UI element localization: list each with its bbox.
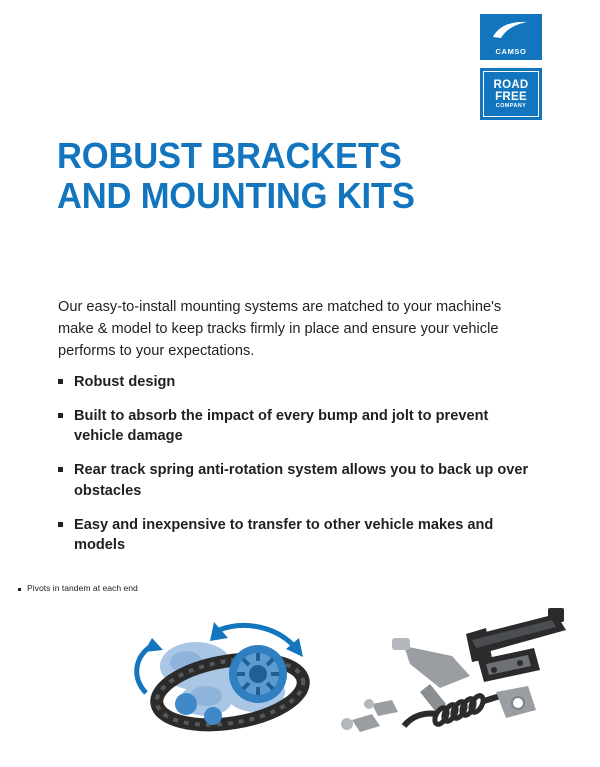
page-title bbox=[57, 136, 527, 217]
logo-stack bbox=[480, 14, 542, 120]
square-bullet-icon bbox=[58, 413, 63, 418]
list-item-label: Built to absorb the impact of every bump and jolt to prevent vehicle damage bbox=[74, 407, 489, 445]
camso-logo bbox=[480, 14, 542, 60]
sprocket-wheel bbox=[229, 645, 287, 703]
feature-bullet-list bbox=[58, 372, 538, 556]
idler-wheel bbox=[204, 707, 222, 725]
bracket-hardware-illustration bbox=[341, 608, 566, 732]
road-free-company-logo bbox=[480, 68, 542, 120]
product-illustration bbox=[0, 600, 600, 767]
intro-paragraph: Our easy-to-install mounting systems are matched to your machine's make & model to keep tracks firmly in place and ensure your vehicle performs to your expectations. bbox=[58, 299, 502, 360]
road-free-line-2: FREE bbox=[495, 90, 527, 103]
pivot-plate bbox=[496, 686, 536, 718]
list-item-label: Easy and inexpensive to transfer to other vehicle makes and models bbox=[74, 516, 494, 554]
rotation-arrow-right-head bbox=[210, 622, 228, 641]
page-title-line-2: AND MOUNTING KITS bbox=[57, 175, 415, 217]
rotation-arrow-left-head bbox=[144, 638, 163, 652]
road-free-line-1: ROAD bbox=[493, 78, 529, 91]
list-item bbox=[58, 406, 538, 447]
camso-wordmark: CAMSO bbox=[495, 47, 527, 56]
fastener-fittings bbox=[341, 699, 398, 732]
square-bullet-icon bbox=[58, 467, 63, 472]
list-item bbox=[58, 460, 538, 501]
list-item bbox=[58, 372, 538, 393]
coil-spring bbox=[404, 694, 500, 727]
footnote-label: Pivots in tandem at each end bbox=[27, 583, 138, 593]
list-item-label: Rear track spring anti-rotation system allows you to back up over obstacles bbox=[74, 462, 529, 499]
road-free-line-3: COMPANY bbox=[495, 102, 527, 109]
track-system-illustration bbox=[137, 622, 308, 734]
page-title-line-1: ROBUST BRACKETS bbox=[57, 135, 402, 176]
footnote bbox=[18, 583, 138, 593]
idler-wheel bbox=[175, 693, 197, 715]
list-item-label: Robust design bbox=[74, 374, 176, 390]
camso-swoosh-icon bbox=[480, 18, 542, 44]
square-bullet-icon bbox=[18, 588, 21, 591]
rotation-arrow-right bbox=[219, 625, 294, 646]
list-item bbox=[58, 515, 538, 556]
square-bullet-icon bbox=[58, 379, 63, 384]
square-bullet-icon bbox=[58, 522, 63, 527]
rotation-arrow-left bbox=[137, 646, 151, 693]
